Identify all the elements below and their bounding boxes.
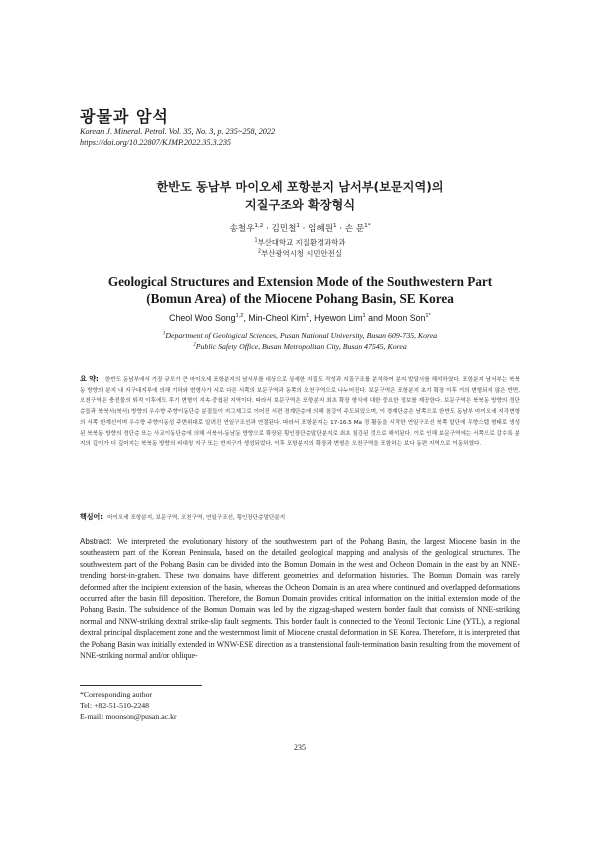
korean-authors bbox=[80, 222, 520, 234]
english-title-line: (Bomun Area) of the Miocene Pohang Basin, SE Korea bbox=[146, 291, 454, 306]
korean-keywords bbox=[80, 512, 520, 524]
doi-link[interactable]: https://doi.org/10.22807/KJMP.2022.35.3.235 bbox=[80, 138, 232, 147]
author: Hyewon Lim$^1$ and bbox=[314, 313, 386, 323]
affiliation: $^1$Department of Geological Sciences, Pusan National University, Busan 609-735, Korea bbox=[162, 330, 438, 340]
abstract-label: 요 약: bbox=[80, 375, 99, 383]
english-title-line: Geological Structures and Extension Mode of the Southwestern Part bbox=[107, 274, 493, 289]
footnote-line: *Corresponding author bbox=[80, 690, 153, 699]
english-affiliations bbox=[80, 330, 520, 352]
author: 임혜원$^1$ · bbox=[308, 223, 345, 234]
korean-title-line: 한반도 동남부 마이오세 포항분지 남서부(보문지역)의 bbox=[156, 180, 444, 194]
english-abstract bbox=[80, 536, 520, 661]
author: 송철우$^{1,2}$ · bbox=[229, 223, 272, 234]
korean-abstract bbox=[80, 374, 520, 450]
author: Min-Cheol Kim$^1$, bbox=[248, 313, 315, 323]
abstract-text: We interpreted the evolutionary history of the southwestern part of the Pohang Basin, the largest Miocene basin in the southeastern part of the Korean Peninsula, based on the detailed geological mapping and analysis of the geological structures. The southwestern part of the Pohang Basin can be divided into the Bomun Domain in the west and Ocheon Domain in the east by an NNE-trending horst-in-graben. These two domains have different geometries and deformation histories. The Bomun Domain was rarely deformed after the incipient extension of the basin, whereas the Ocheon Domain is an area where continued and overlapped deformations occurred after the basin fill deposition. Therefore, the Bomun Domain provides critical information on the initial extension mode of the Pohang Basin. The subsidence of the Bomun Domain was led by the zigzag-shaped western border fault that consists of NNE-striking normal and NNW-striking dextral strike-slip fault segments. This border fault is connected to the Yeonil Tectonic Line (YTL), a regional dextral principal displacement zone and the westernmost limit of Miocene crustal deformation in SE Korea. Therefore, it is interpreted that the Pohang Basin was initially extended in WNW-ESE direction as a transtensional fault-termination basin resulting from the movement of NNE-striking normal and/or oblique- bbox=[80, 537, 520, 661]
english-title bbox=[80, 273, 520, 307]
page-number: 235 bbox=[294, 743, 306, 752]
footnote-divider bbox=[80, 685, 202, 686]
author: 손 문$^{1*}$ bbox=[344, 223, 371, 234]
korean-title bbox=[80, 178, 520, 214]
korean-title-line: 지질구조와 확장형식 bbox=[244, 198, 356, 212]
footnote-email[interactable]: E-mail: moonson@pusan.ac.kr bbox=[80, 712, 177, 721]
korean-affiliations bbox=[80, 237, 520, 259]
author: Cheol Woo Song$^{1,2}$, bbox=[169, 313, 249, 323]
affiliation: $^2$Public Safety Office, Busan Metropolitan City, Busan 47545, Korea bbox=[193, 341, 407, 351]
keywords-text: 마이오세 포항분지, 보문구역, 오천구역, 연일구조선, 횡인장단층말단분지 bbox=[107, 515, 286, 521]
footnote-line: Tel: +82-51-510-2248 bbox=[80, 701, 150, 710]
author: 김민철$^1$ · bbox=[271, 223, 309, 234]
journal-name: 광물과 암석 bbox=[80, 107, 169, 126]
author: Moon Son$^{1*}$ bbox=[385, 313, 431, 323]
abstract-label: Abstract: bbox=[80, 537, 112, 546]
corresponding-author-footnote bbox=[80, 689, 380, 722]
affiliation: $^1$부산대학교 지질환경과학과 bbox=[254, 238, 346, 247]
citation-line: Korean J. Mineral. Petrol. Vol. 35, No. 3, p. 235~258, 2022 bbox=[80, 127, 276, 136]
abstract-text: 한반도 동남부에서 가장 규모가 큰 마이오세 포항분지의 남서부를 대상으로 상세한 지질도 작성과 지질구조를 분석하여 분지 발달사를 해석하였다. 포항분지 남서부는 북북동 방향의 분지 내 지구대지루에 의해 기하와 변형사가 서로 다른 서쪽의 보문구역과 동쪽의 오천구역으로 나누어진다. 보문구역은 포항분지 초기 확장 이후 거의 변형되지 않은 반면, 오천구역은 충전물의 퇴적 이후에도 후기 변형이 지속·중첩된 지역이다. 따라서 보문구역은 포항분지 최초 확장 형식에 대한 중요한 정보를 제공한다. 보문구역은 북북동 방향의 정단층들과 북북서(북서) 방향의 우수향 주향이동단층 분절들이 지그재그로 이어진 서편 경계단층에 의해 침강이 주도되었으며, 이 경계단층은 남쪽으로 한반도 동남부 마이오세 지각변형의 서쪽 한계선이며 우수향 주향이동성 주변위대로 알려진 연일구조선과 연결된다. 따라서 포항분지는 17-16.5 Ma 경 활동을 시작한 연일구조선 북쪽 말단에 우향스텝 형태로 생성된 북북동 방향의 정단층 또는 사교이동단층에 의해 서북서-동남동 방향으로 확장된 횡인장단층말단분지로 최초 침강된 것으로 해석된다. 이로 인해 보문구역에는 서쪽으로 갈수록 분지의 깊이가 더 깊어지는 북북동 방향의 비대칭 지구 또는 반지구가 생성되었다. 이후 포항분지의 확장과 변형은 오천구역을 포함하는 보다 동편 지역으로 이동하였다. bbox=[80, 377, 520, 448]
affiliation: $^2$부산광역시청 시민안전실 bbox=[258, 249, 342, 258]
citation-block bbox=[80, 126, 520, 148]
english-authors bbox=[80, 313, 520, 323]
keywords-label: 핵심어: bbox=[80, 513, 104, 521]
